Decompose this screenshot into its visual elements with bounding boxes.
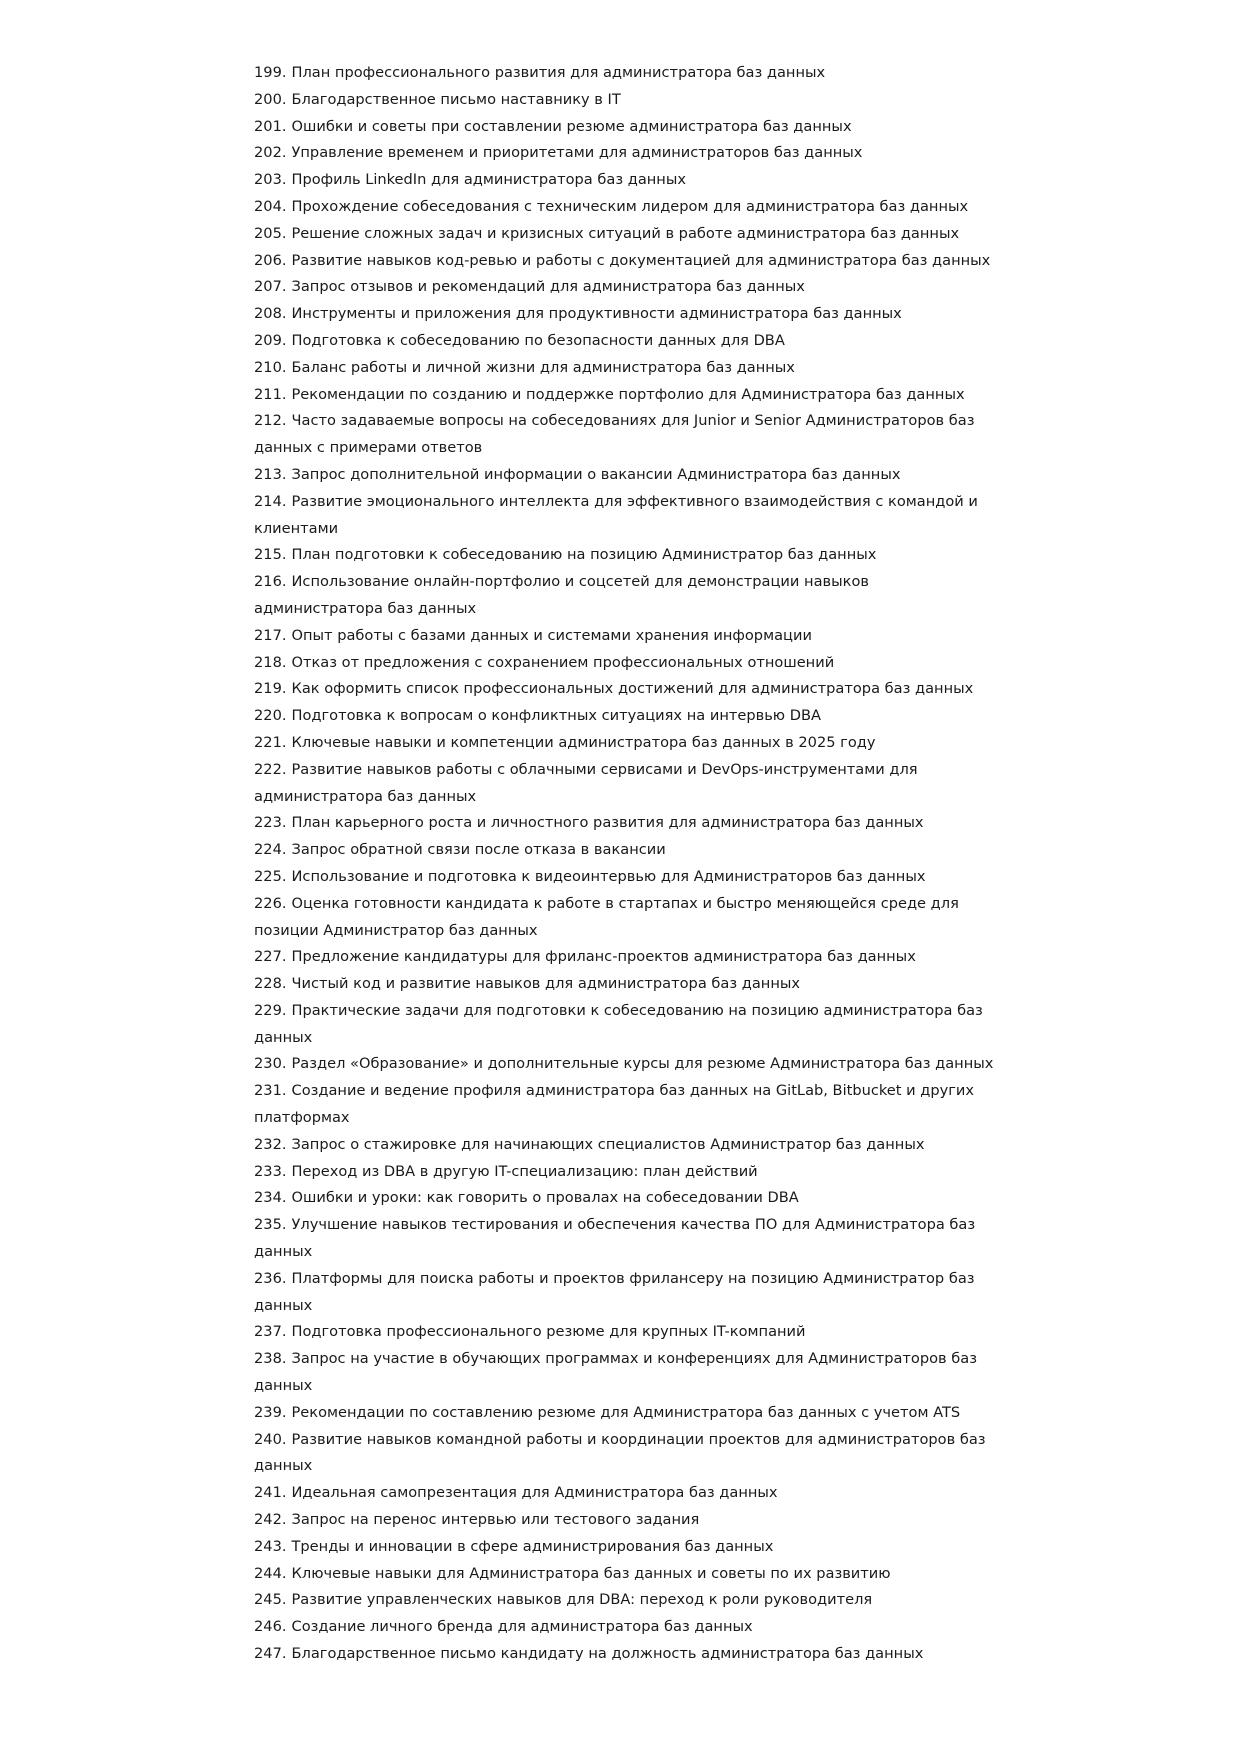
list-item-number: 213.: [254, 465, 287, 483]
list-item: [254, 730, 994, 757]
list-item-number: 232.: [254, 1135, 287, 1153]
list-item-text: Инструменты и приложения для продуктивности администратора баз данных: [291, 305, 902, 323]
list-item-text: Улучшение навыков тестирования и обеспечения качества ПО для Администратора баз данных: [254, 1216, 976, 1261]
list-item: [254, 114, 994, 141]
list-item-text: Использование онлайн-портфолио и соцсетей для демонстрации навыков администратора баз данных: [254, 573, 869, 617]
topic-list-container: [254, 60, 994, 1668]
list-item: [254, 489, 994, 543]
list-item-text: Переход из DBA в другую IT-специализацию: план действий: [291, 1162, 758, 1180]
list-item-text: Часто задаваемые вопросы на собеседованиях для Junior и Senior Администраторов баз данных с примерами ответов: [254, 412, 975, 457]
list-item: [254, 1051, 994, 1078]
list-item-text: Ключевые навыки и компетенции администратора баз данных в 2025 году: [291, 733, 876, 751]
list-item-number: 218.: [254, 653, 287, 671]
list-item: [254, 1212, 994, 1266]
list-item-text: Прохождение собеседования с техническим лидером для администратора баз данных: [291, 197, 969, 215]
list-item-text: Создание личного бренда для администратора баз данных: [291, 1618, 753, 1636]
list-item-text: Ошибки и советы при составлении резюме администратора баз данных: [291, 117, 852, 135]
list-item: [254, 248, 994, 275]
list-item: [254, 328, 994, 355]
list-item: [254, 1641, 994, 1668]
list-item-number: 246.: [254, 1618, 287, 1636]
list-item: [254, 87, 994, 114]
list-item-number: 244.: [254, 1564, 287, 1582]
list-item-number: 239.: [254, 1403, 287, 1421]
list-item: [254, 623, 994, 650]
list-item-text: Запрос обратной связи после отказа в вакансии: [291, 841, 666, 859]
list-item-text: Оценка готовности кандидата к работе в стартапах и быстро меняющейся среде для позиции Администратор баз данных: [254, 894, 959, 939]
list-item-number: 245.: [254, 1591, 287, 1609]
list-item: [254, 891, 994, 945]
list-item-text: Развитие навыков работы с облачными сервисами и DevOps-инструментами для администратора баз данных: [254, 760, 918, 805]
list-item-text: Опыт работы с базами данных и системами хранения информации: [291, 626, 812, 644]
list-item-text: Использование и подготовка к видеоинтервью для Администраторов баз данных: [291, 867, 926, 885]
list-item-text: План профессионального развития для администратора баз данных: [291, 64, 826, 81]
list-item-text: Создание и ведение профиля администратора баз данных на GitLab, Bitbucket и других платформах: [254, 1082, 975, 1127]
list-item-number: 233.: [254, 1162, 287, 1180]
list-item-text: Чистый код и развитие навыков для администратора баз данных: [291, 975, 801, 993]
list-item-number: 201.: [254, 117, 287, 135]
list-item-number: 230.: [254, 1055, 287, 1073]
list-item-text: Благодарственное письмо наставнику в IT: [291, 90, 621, 108]
list-item-text: Развитие навыков код-ревью и работы с документацией для администратора баз данных: [291, 251, 991, 269]
list-item: [254, 167, 994, 194]
list-item-number: 217.: [254, 626, 287, 644]
list-item: [254, 1346, 994, 1400]
list-item-number: 242.: [254, 1511, 287, 1529]
list-item: [254, 757, 994, 811]
list-item-text: Развитие управленческих навыков для DBA: переход к роли руководителя: [291, 1591, 873, 1609]
list-item-text: Как оформить список профессиональных достижений для администратора баз данных: [291, 680, 974, 698]
list-item-number: 200.: [254, 90, 287, 108]
list-item-number: 241.: [254, 1484, 287, 1502]
list-item-text: Решение сложных задач и кризисных ситуаций в работе администратора баз данных: [291, 224, 960, 242]
list-item-number: 236.: [254, 1269, 287, 1287]
list-item-number: 219.: [254, 680, 287, 698]
list-item-text: Отказ от предложения с сохранением профессиональных отношений: [291, 653, 835, 671]
list-item: [254, 140, 994, 167]
list-item-number: 238.: [254, 1350, 287, 1368]
list-item: [254, 1614, 994, 1641]
list-item: [254, 1266, 994, 1320]
list-item-text: План карьерного роста и личностного развития для администратора баз данных: [291, 814, 924, 832]
list-item: [254, 864, 994, 891]
list-item-number: 221.: [254, 733, 287, 751]
list-item-number: 202.: [254, 144, 287, 162]
topic-list: [254, 60, 994, 1668]
list-item-text: План подготовки к собеседованию на позицию Администратор баз данных: [291, 546, 877, 564]
list-item-text: Ключевые навыки для Администратора баз данных и советы по их развитию: [291, 1564, 891, 1582]
list-item-text: Рекомендации по созданию и поддержке портфолио для Администратора баз данных: [291, 385, 965, 403]
list-item-text: Запрос отзывов и рекомендаций для администратора баз данных: [291, 278, 805, 296]
list-item: [254, 382, 994, 409]
list-item: [254, 971, 994, 998]
list-item: [254, 274, 994, 301]
list-item: [254, 569, 994, 623]
list-item: [254, 408, 994, 462]
list-item: [254, 998, 994, 1052]
list-item-number: 207.: [254, 278, 287, 296]
list-item-number: 205.: [254, 224, 287, 242]
list-item-text: Запрос на перенос интервью или тестового задания: [291, 1511, 700, 1529]
list-item-text: Раздел «Образование» и дополнительные курсы для резюме Администратора баз данных: [291, 1055, 994, 1073]
list-item-number: 216.: [254, 573, 287, 591]
list-item: [254, 462, 994, 489]
list-item-number: 214.: [254, 492, 287, 510]
list-item-text: Управление временем и приоритетами для администраторов баз данных: [291, 144, 863, 162]
list-item-number: 210.: [254, 358, 287, 376]
list-item-text: Запрос о стажировке для начинающих специалистов Администратор баз данных: [291, 1135, 925, 1153]
list-item-number: 227.: [254, 948, 287, 966]
list-item-number: 208.: [254, 305, 287, 323]
list-item: [254, 1480, 994, 1507]
list-item-text: Практические задачи для подготовки к собеседованию на позицию администратора баз данных: [254, 1001, 983, 1046]
list-item-number: 237.: [254, 1323, 287, 1341]
list-item-number: 209.: [254, 331, 287, 349]
list-item: [254, 676, 994, 703]
list-item: [254, 810, 994, 837]
list-item: [254, 1534, 994, 1561]
list-item-number: 229.: [254, 1001, 287, 1019]
list-item-number: 212.: [254, 412, 287, 430]
list-item: [254, 650, 994, 677]
list-item-number: 199.: [254, 64, 287, 81]
list-item-number: 204.: [254, 197, 287, 215]
list-item-number: 215.: [254, 546, 287, 564]
list-item-number: 203.: [254, 171, 287, 189]
list-item-number: 234.: [254, 1189, 287, 1207]
list-item: [254, 542, 994, 569]
list-item-number: 240.: [254, 1430, 287, 1448]
list-item-text: Подготовка профессионального резюме для крупных IT-компаний: [291, 1323, 806, 1341]
list-item-text: Развитие навыков командной работы и координации проектов для администраторов баз данных: [254, 1430, 986, 1475]
list-item-number: 206.: [254, 251, 287, 269]
list-item-number: 228.: [254, 975, 287, 993]
list-item-number: 211.: [254, 385, 287, 403]
list-item-text: Благодарственное письмо кандидату на должность администратора баз данных: [291, 1645, 924, 1663]
list-item-text: Ошибки и уроки: как говорить о провалах на собеседовании DBA: [291, 1189, 799, 1207]
list-item-number: 224.: [254, 841, 287, 859]
list-item: [254, 1561, 994, 1588]
list-item-text: Запрос на участие в обучающих программах и конференциях для Администраторов баз данных: [254, 1350, 978, 1395]
list-item-number: 247.: [254, 1645, 287, 1663]
list-item-number: 243.: [254, 1537, 287, 1555]
list-item: [254, 194, 994, 221]
list-item: [254, 837, 994, 864]
list-item: [254, 1185, 994, 1212]
list-item-text: Подготовка к собеседованию по безопасности данных для DBA: [291, 331, 785, 349]
list-item-text: Тренды и инновации в сфере администрирования баз данных: [291, 1537, 774, 1555]
list-item: [254, 1400, 994, 1427]
list-item-number: 231.: [254, 1082, 287, 1100]
list-item: [254, 60, 994, 87]
list-item: [254, 1587, 994, 1614]
list-item-text: Идеальная самопрезентация для Администратора баз данных: [291, 1484, 778, 1502]
list-item: [254, 1319, 994, 1346]
list-item: [254, 1159, 994, 1186]
list-item-number: 222.: [254, 760, 287, 778]
list-item: [254, 703, 994, 730]
list-item: [254, 301, 994, 328]
list-item: [254, 355, 994, 382]
list-item: [254, 1507, 994, 1534]
list-item-text: Запрос дополнительной информации о вакансии Администратора баз данных: [291, 465, 901, 483]
list-item-text: Подготовка к вопросам о конфликтных ситуациях на интервью DBA: [291, 707, 821, 725]
list-item-text: Развитие эмоционального интеллекта для эффективного взаимодействия с командой и клиентами: [254, 492, 978, 537]
list-item-text: Предложение кандидатуры для фриланс-проектов администратора баз данных: [291, 948, 916, 966]
list-item-text: Платформы для поиска работы и проектов фрилансеру на позицию Администратор баз данных: [254, 1269, 975, 1314]
list-item: [254, 1078, 994, 1132]
list-item: [254, 221, 994, 248]
list-item: [254, 1427, 994, 1481]
list-item-text: Баланс работы и личной жизни для администратора баз данных: [291, 358, 795, 376]
list-item-number: 226.: [254, 894, 287, 912]
list-item: [254, 944, 994, 971]
list-item: [254, 1132, 994, 1159]
list-item-number: 223.: [254, 814, 287, 832]
list-item-number: 220.: [254, 707, 287, 725]
list-item-text: Рекомендации по составлению резюме для Администратора баз данных с учетом ATS: [291, 1403, 961, 1421]
list-item-text: Профиль LinkedIn для администратора баз данных: [291, 171, 687, 189]
list-item-number: 225.: [254, 867, 287, 885]
list-item-number: 235.: [254, 1216, 287, 1234]
